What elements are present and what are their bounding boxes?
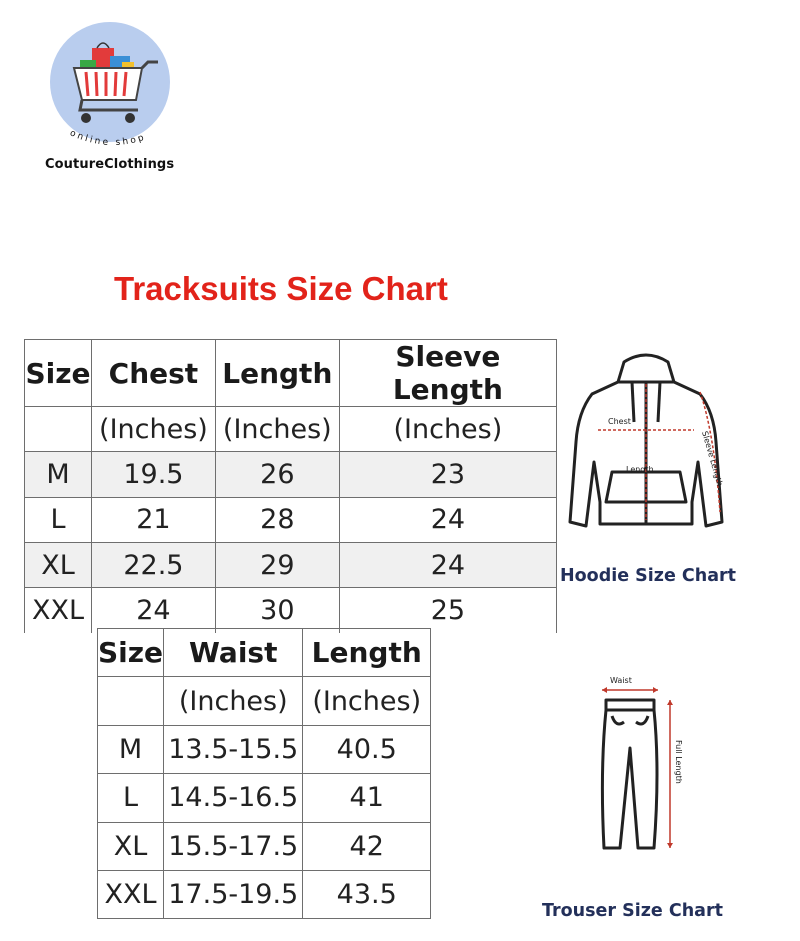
table-row: [98, 774, 431, 822]
header-length: Length: [303, 629, 431, 677]
chest-label: Chest: [608, 417, 631, 426]
size-cell: M: [25, 452, 92, 497]
units-row: [25, 407, 557, 452]
size-cell: XL: [98, 822, 164, 870]
length-cell: 43.5: [303, 870, 431, 918]
length-cell: 28: [215, 497, 339, 542]
header-chest: Chest: [91, 340, 215, 407]
sleeve-cell: 25: [339, 588, 556, 633]
sleeve-cell: 24: [339, 497, 556, 542]
sleeve-length-label: Sleeve Length: [700, 430, 725, 488]
units-row: [98, 677, 431, 725]
hoodie-size-table: [24, 339, 557, 633]
header-sleeve-length: Sleeve Length: [339, 340, 556, 407]
page-title: Tracksuits Size Chart: [114, 270, 448, 307]
table-row: [98, 870, 431, 918]
logo: [50, 22, 170, 142]
table-row: [98, 822, 431, 870]
size-cell: XXL: [25, 588, 92, 633]
sleeve-cell: 23: [339, 452, 556, 497]
chest-cell: 19.5: [91, 452, 215, 497]
length-cell: 30: [215, 588, 339, 633]
svg-text:online shop: online shop: [68, 128, 148, 149]
unit-cell: [25, 407, 92, 452]
unit-cell: (Inches): [164, 677, 303, 725]
unit-cell: (Inches): [303, 677, 431, 725]
header-length: Length: [215, 340, 339, 407]
trouser-caption: Trouser Size Chart: [542, 901, 723, 921]
length-cell: 26: [215, 452, 339, 497]
size-cell: M: [98, 725, 164, 773]
waist-cell: 13.5-15.5: [164, 725, 303, 773]
waist-cell: 15.5-17.5: [164, 822, 303, 870]
header-waist: Waist: [164, 629, 303, 677]
length-cell: 29: [215, 542, 339, 587]
header-size: Size: [98, 629, 164, 677]
table-row: [25, 497, 557, 542]
full-length-label: Full Length: [674, 740, 683, 784]
trouser-diagram: [580, 670, 695, 860]
length-cell: 41: [303, 774, 431, 822]
size-cell: XL: [25, 542, 92, 587]
table-row: [25, 542, 557, 587]
chest-cell: 22.5: [91, 542, 215, 587]
length-cell: 42: [303, 822, 431, 870]
table-row: [25, 452, 557, 497]
sleeve-cell: 24: [339, 542, 556, 587]
length-cell: 40.5: [303, 725, 431, 773]
unit-cell: [98, 677, 164, 725]
trouser-size-table: [97, 628, 431, 919]
unit-cell: (Inches): [215, 407, 339, 452]
waist-cell: 14.5-16.5: [164, 774, 303, 822]
table-row: [98, 725, 431, 773]
chest-cell: 21: [91, 497, 215, 542]
length-label: Length: [626, 465, 654, 474]
size-cell: XXL: [98, 870, 164, 918]
waist-label: Waist: [610, 676, 632, 685]
unit-cell: (Inches): [91, 407, 215, 452]
header-size: Size: [25, 340, 92, 407]
unit-cell: (Inches): [339, 407, 556, 452]
hoodie-diagram: [562, 352, 730, 534]
shopping-cart-icon: [50, 22, 170, 142]
table-header-row: [98, 629, 431, 677]
chest-cell: 24: [91, 588, 215, 633]
table-row: [25, 588, 557, 633]
size-cell: L: [98, 774, 164, 822]
waist-cell: 17.5-19.5: [164, 870, 303, 918]
logo-tagline: [58, 128, 168, 156]
hoodie-caption: Hoodie Size Chart: [560, 566, 737, 586]
brand-name: CoutureClothings: [45, 157, 175, 172]
size-cell: L: [25, 497, 92, 542]
table-header-row: [25, 340, 557, 407]
